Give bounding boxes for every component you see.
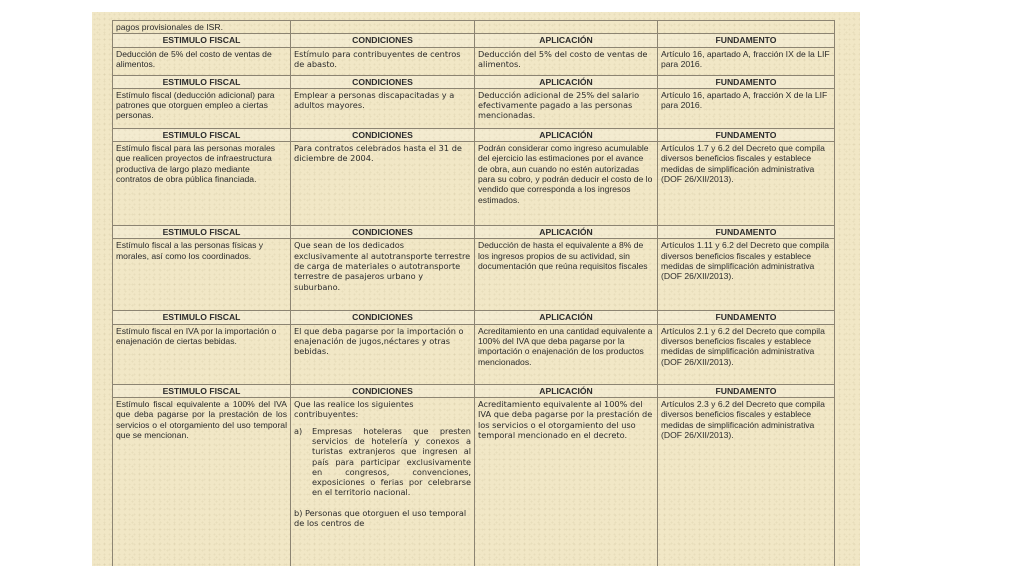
- condiciones-cell: [291, 398, 475, 566]
- header-estimulo: ESTIMULO FISCAL: [113, 75, 291, 88]
- estimulo-cell: Estímulo fiscal para las personas morales que realicen proyectos de infraestructura productiva de largo plazo mediante contratos de obra pública financiada.: [113, 142, 291, 226]
- header-aplicacion: APLICACIÓN: [475, 75, 658, 88]
- header-estimulo: ESTIMULO FISCAL: [113, 34, 291, 47]
- header-fundamento: FUNDAMENTO: [658, 75, 835, 88]
- table-row: [113, 324, 835, 384]
- header-aplicacion: APLICACIÓN: [475, 128, 658, 141]
- condiciones-item-a: [294, 426, 471, 498]
- table-row: [113, 239, 835, 311]
- fundamento-cell: Artículos 1.7 y 6.2 del Decreto que compila diversos beneficios fiscales y establece medidas de simplificación administrativa (DOF 26/XII/2013).: [658, 142, 835, 226]
- header-row: [113, 384, 835, 397]
- table-cell: [658, 21, 835, 34]
- header-estimulo: ESTIMULO FISCAL: [113, 226, 291, 239]
- aplicacion-cell: Deducción del 5% del costo de ventas de alimentos.: [475, 47, 658, 75]
- header-fundamento: FUNDAMENTO: [658, 34, 835, 47]
- header-estimulo: ESTIMULO FISCAL: [113, 311, 291, 324]
- header-condiciones: CONDICIONES: [291, 311, 475, 324]
- aplicacion-cell: Acreditamiento equivalente al 100% del IVA que deba pagarse por la prestación de los servicios o el otorgamiento del uso temporal mencionado en el decreto.: [475, 398, 658, 566]
- condiciones-cell: El que deba pagarse por la importación o enajenación de jugos,néctares y otras bebidas.: [291, 324, 475, 384]
- header-fundamento: FUNDAMENTO: [658, 226, 835, 239]
- condiciones-cell: Emplear a personas discapacitadas y a adultos mayores.: [291, 88, 475, 128]
- header-fundamento: FUNDAMENTO: [658, 384, 835, 397]
- item-label: a): [294, 425, 303, 436]
- fiscal-stimulus-table: [112, 20, 835, 566]
- table-row: [113, 142, 835, 226]
- table-cell: [475, 21, 658, 34]
- header-estimulo: ESTIMULO FISCAL: [113, 384, 291, 397]
- table-cell: [291, 21, 475, 34]
- header-aplicacion: APLICACIÓN: [475, 384, 658, 397]
- table-row: [113, 21, 835, 34]
- estimulo-cell: Estímulo fiscal equivalente a 100% del IVA que deba pagarse por la prestación de los servicios o el otorgamiento del uso temporal que se mencionan.: [113, 398, 291, 566]
- estimulo-cell: Estímulo fiscal en IVA por la importación o enajenación de ciertas bebidas.: [113, 324, 291, 384]
- header-condiciones: CONDICIONES: [291, 34, 475, 47]
- fundamento-cell: Artículos 2.1 y 6.2 del Decreto que compila diversos beneficios fiscales y establece medidas de simplificación administrativa (DOF 26/XII/2013).: [658, 324, 835, 384]
- condiciones-cell: Para contratos celebrados hasta el 31 de diciembre de 2004.: [291, 142, 475, 226]
- header-fundamento: FUNDAMENTO: [658, 311, 835, 324]
- fundamento-cell: Artículos 2.3 y 6.2 del Decreto que compila diversos beneficios fiscales y establece medidas de simplificación administrativa (DOF 26/XII/2013).: [658, 398, 835, 566]
- fundamento-cell: Artículos 1.11 y 6.2 del Decreto que compila diversos beneficios fiscales y establece medidas de simplificación administrativa (DOF 26/XII/2013).: [658, 239, 835, 311]
- condiciones-item-b: b) Personas que otorguen el uso temporal de los centros de: [294, 507, 467, 529]
- header-estimulo: ESTIMULO FISCAL: [113, 128, 291, 141]
- fundamento-cell: Artículo 16, apartado A, fracción X de la LIF para 2016.: [658, 88, 835, 128]
- aplicacion-cell: Deducción de hasta el equivalente a 8% de los ingresos propios de su actividad, sin documentación que reúna requisitos fiscales: [475, 239, 658, 311]
- table-row: [113, 398, 835, 566]
- header-aplicacion: APLICACIÓN: [475, 226, 658, 239]
- header-row: [113, 311, 835, 324]
- item-text: Empresas hoteleras que presten servicios de hotelería y conexos a turistas extranjeros que ingresen al país para participar exclusivamente en congresos, convenciones, exposiciones o ferias por celebrarse en el territorio nacional.: [312, 425, 471, 498]
- aplicacion-cell: Podrán considerar como ingreso acumulable del ejercicio las estimaciones por el avance de obra, aun cuando no estén autorizadas para su cobro, y podrán deducir el costo de lo vendido que corresponda a los ingresos estimados.: [475, 142, 658, 226]
- header-aplicacion: APLICACIÓN: [475, 311, 658, 324]
- header-aplicacion: APLICACIÓN: [475, 34, 658, 47]
- header-row: [113, 75, 835, 88]
- estimulo-cell: Estímulo fiscal (deducción adicional) para patrones que otorguen empleo a ciertas personas.: [113, 88, 291, 128]
- condiciones-cell: Que sean de los dedicados exclusivamente al autotransporte terrestre de carga de materiales o autotransporte terrestre de pasajeros urbano y suburbano.: [291, 239, 475, 311]
- header-row: [113, 226, 835, 239]
- header-condiciones: CONDICIONES: [291, 75, 475, 88]
- header-condiciones: CONDICIONES: [291, 226, 475, 239]
- document-page: [92, 12, 860, 566]
- table-row: [113, 47, 835, 75]
- header-row: [113, 128, 835, 141]
- aplicacion-cell: Deducción adicional de 25% del salario efectivamente pagado a las personas mencionadas.: [475, 88, 658, 128]
- aplicacion-cell: Acreditamiento en una cantidad equivalente a 100% del IVA que deba pagarse por la importación o enajenación de los productos mencionados.: [475, 324, 658, 384]
- estimulo-cell: Estímulo fiscal a las personas físicas y morales, así como los coordinados.: [113, 239, 291, 311]
- table-cell: pagos provisionales de ISR.: [113, 21, 291, 34]
- header-condiciones: CONDICIONES: [291, 384, 475, 397]
- header-row: [113, 34, 835, 47]
- fundamento-cell: Artículo 16, apartado A, fracción IX de la LIF para 2016.: [658, 47, 835, 75]
- condiciones-intro: Que las realice los siguientes contribuyentes:: [294, 399, 414, 420]
- header-condiciones: CONDICIONES: [291, 128, 475, 141]
- header-fundamento: FUNDAMENTO: [658, 128, 835, 141]
- condiciones-cell: Estímulo para contribuyentes de centros de abasto.: [291, 47, 475, 75]
- estimulo-cell: Deducción de 5% del costo de ventas de alimentos.: [113, 47, 291, 75]
- table-row: [113, 88, 835, 128]
